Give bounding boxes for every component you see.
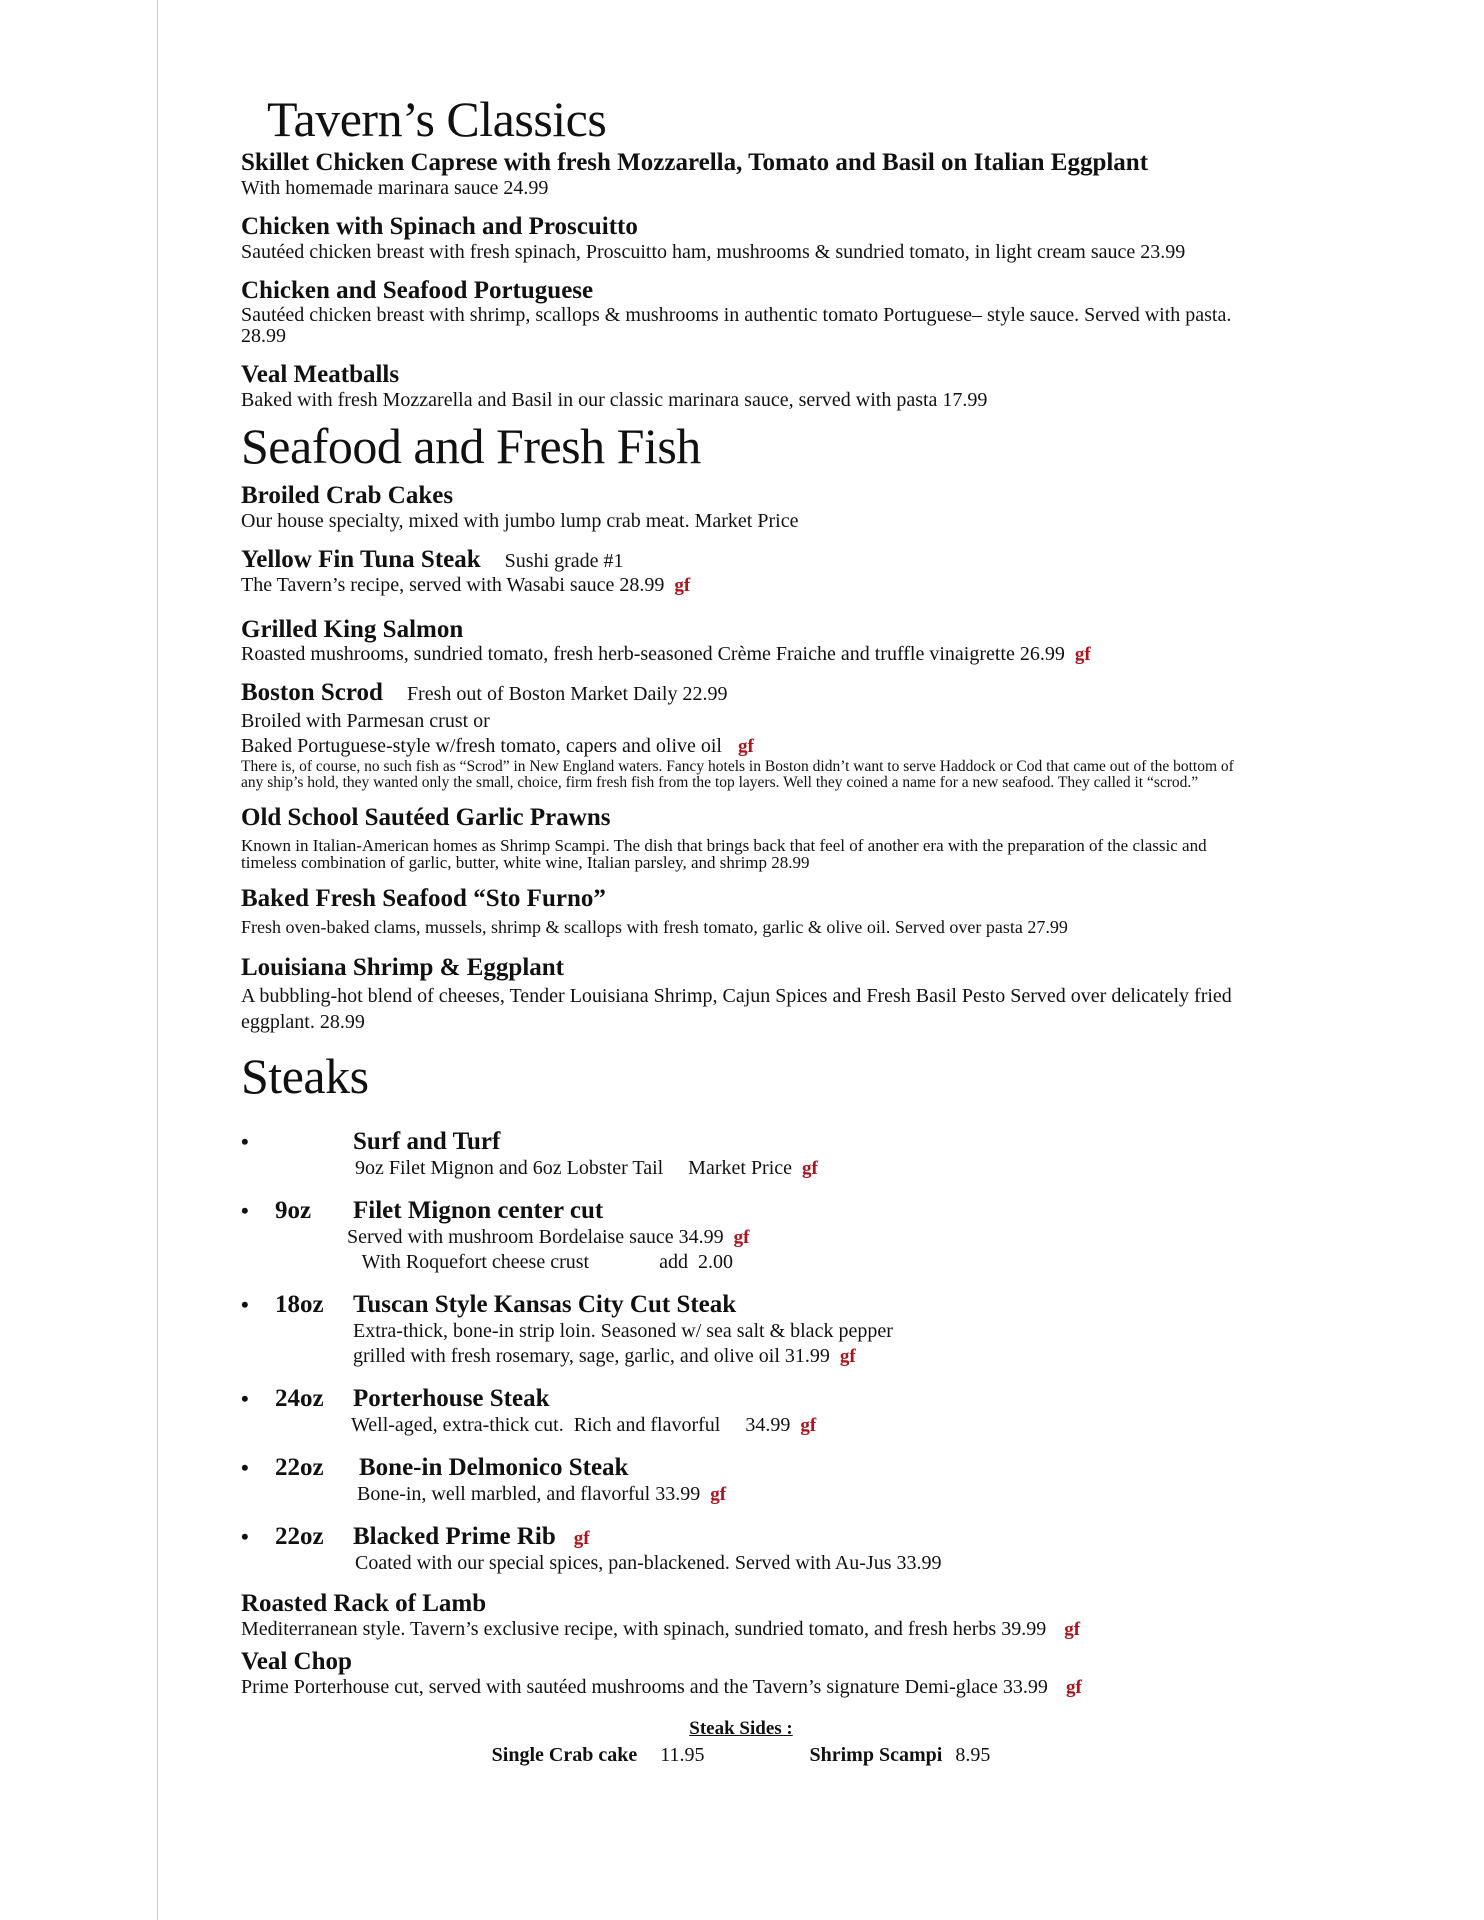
steak-size: 22oz (275, 1454, 324, 1482)
gluten-free-badge: gf (1064, 1618, 1081, 1640)
steak-name: Filet Mignon center cut (353, 1197, 604, 1225)
item-note: Fresh out of Boston Market Daily 22.99 (406, 683, 728, 706)
item-name: Yellow Fin Tuna Steak (241, 545, 481, 573)
steak-desc: Served with mushroom Bordelaise sauce 34.99 (347, 1226, 724, 1249)
steak-item (241, 1197, 1241, 1275)
gluten-free-badge: gf (674, 574, 691, 596)
item-name: Baked Fresh Seafood “Sto Furno” (241, 884, 606, 912)
item-desc: Prime Porterhouse cut, served with sautéed mushrooms and the Tavern’s signature Demi-glace 33.99 (241, 1675, 1048, 1698)
item-name: Veal Meatballs (241, 361, 400, 389)
menu-item (241, 616, 1241, 666)
steak-sides (241, 1718, 1241, 1767)
steak-name: Bone-in Delmonico Steak (359, 1454, 629, 1482)
menu-item (241, 804, 1241, 871)
menu-page (241, 92, 1241, 1767)
bullet: • (241, 1524, 249, 1550)
gluten-free-badge: gf (1074, 644, 1091, 666)
section-title-classics: Tavern’s Classics (267, 91, 607, 147)
steak-size: 22oz (275, 1523, 324, 1551)
item-desc: The Tavern’s recipe, served with Wasabi sauce 28.99 (241, 573, 665, 596)
menu-item (241, 1648, 1241, 1698)
menu-item (241, 361, 1241, 411)
steak-size: 18oz (275, 1291, 324, 1319)
menu-item (241, 954, 1241, 1035)
gluten-free-badge: gf (1065, 1676, 1082, 1698)
steak-item (241, 1385, 1241, 1438)
item-name: Chicken with Spinach and Proscuitto (241, 212, 638, 240)
sides-row (241, 1744, 1241, 1767)
menu-item (241, 277, 1241, 348)
steak-name: Blacked Prime Rib (353, 1523, 556, 1551)
item-desc: Sautéed chicken breast with shrimp, scallops & mushrooms in authentic tomato Portuguese– style sauce. Served with pasta. 28.99 (241, 304, 1232, 348)
bullet: • (241, 1198, 249, 1224)
item-name: Broiled Crab Cakes (241, 482, 454, 509)
item-desc: Roasted mushrooms, sundried tomato, fresh herb-seasoned Crème Fraiche and truffle vinaigrette 26.99 (241, 643, 1065, 666)
section-title-steaks: Steaks (241, 1048, 369, 1105)
section-title-seafood: Seafood and Fresh Fish (241, 418, 701, 474)
side-name: Shrimp Scampi (809, 1743, 943, 1766)
item-desc: Our house specialty, mixed with jumbo lump crab meat. Market Price (241, 509, 799, 532)
page-margin-line (157, 0, 158, 1920)
steak-size: 9oz (275, 1197, 312, 1225)
gluten-free-badge: gf (573, 1528, 590, 1550)
steak-item (241, 1523, 1241, 1576)
menu-item (241, 482, 1241, 532)
item-name: Louisiana Shrimp & Eggplant (241, 954, 565, 982)
steak-desc-2: With Roquefort cheese crust add 2.00 (347, 1251, 733, 1274)
bullet: • (241, 1129, 249, 1155)
menu-item (241, 213, 1241, 263)
steak-item (241, 1128, 1241, 1181)
item-desc-2: Baked Portuguese-style w/fresh tomato, capers and olive oil (241, 735, 722, 757)
gluten-free-badge: gf (738, 736, 754, 757)
steak-item (241, 1454, 1241, 1507)
item-desc: Fresh oven-baked clams, mussels, shrimp & scallops with fresh tomato, garlic & olive oil. Served over pasta 27.99 (241, 916, 1068, 937)
steak-desc: Extra-thick, bone-in strip loin. Seasoned w/ sea salt & black pepper (353, 1320, 893, 1343)
side-price: 8.95 (955, 1743, 991, 1766)
gluten-free-badge: gf (710, 1484, 727, 1506)
item-fine-print: There is, of course, no such fish as “Scrod” in New England waters. Fancy hotels in Boston didn’t want to serve Haddock or Cod that came out of the bottom of any ship’s hold, they wanted only the small, choice, firm fresh fish from the top layers. Well they coined a name for a new seafood. They called it “scrod.” (241, 758, 1234, 791)
item-name: Grilled King Salmon (241, 615, 464, 643)
item-desc: A bubbling-hot blend of cheeses, Tender Louisiana Shrimp, Cajun Spices and Fresh Basil Pesto Served over delicately fried eggplant. 28.99 (241, 985, 1232, 1034)
steak-desc: 9oz Filet Mignon and 6oz Lobster Tail Market Price (355, 1157, 793, 1180)
item-desc: Broiled with Parmesan crust or (241, 710, 490, 732)
menu-item (241, 679, 1241, 790)
gluten-free-badge: gf (733, 1227, 750, 1249)
steak-name: Tuscan Style Kansas City Cut Steak (353, 1291, 737, 1319)
item-desc: Known in Italian-American homes as Shrimp Scampi. The dish that brings back that feel of another era with the preparation of the classic and timeless combination of garlic, butter, white wine, Italian parsley, and shrimp 28.99 (241, 835, 1207, 872)
item-desc: With homemade marinara sauce 24.99 (241, 176, 549, 199)
item-name: Veal Chop (241, 1647, 352, 1675)
item-name: Old School Sautéed Garlic Prawns (241, 804, 611, 831)
steak-name: Porterhouse Steak (353, 1385, 550, 1413)
item-desc: Mediterranean style. Tavern’s exclusive recipe, with spinach, sundried tomato, and fresh herbs 39.99 (241, 1617, 1047, 1640)
item-name: Roasted Rack of Lamb (241, 1590, 487, 1618)
gluten-free-badge: gf (839, 1346, 856, 1368)
item-name: Chicken and Seafood Portuguese (241, 276, 594, 304)
item-desc: Sautéed chicken breast with fresh spinach, Proscuitto ham, mushrooms & sundried tomato, in light cream sauce 23.99 (241, 240, 1186, 263)
gluten-free-badge: gf (802, 1158, 818, 1180)
steak-desc: Bone-in, well marbled, and flavorful 33.99 (357, 1483, 701, 1506)
steak-desc-2: grilled with fresh rosemary, sage, garlic, and olive oil 31.99 (353, 1345, 830, 1368)
bullet: • (241, 1292, 249, 1318)
steak-item (241, 1291, 1241, 1369)
item-name: Boston Scrod (241, 679, 383, 707)
item-note: Sushi grade #1 (504, 549, 624, 572)
side-price: 11.95 (660, 1743, 705, 1766)
gluten-free-badge: gf (800, 1415, 817, 1437)
menu-item (241, 546, 1241, 596)
steak-name: Surf and Turf (353, 1128, 501, 1156)
steak-size: 24oz (275, 1385, 324, 1413)
bullet: • (241, 1386, 249, 1412)
side-name: Single Crab cake (491, 1743, 638, 1766)
item-desc: Baked with fresh Mozzarella and Basil in our classic marinara sauce, served with pasta 17.99 (241, 389, 988, 411)
steak-desc: Well-aged, extra-thick cut. Rich and flavorful 34.99 (351, 1414, 791, 1437)
bullet: • (241, 1455, 249, 1481)
menu-item (241, 149, 1241, 199)
sides-title: Steak Sides : (689, 1717, 793, 1739)
menu-item (241, 885, 1241, 937)
steak-desc: Coated with our special spices, pan-blackened. Served with Au-Jus 33.99 (355, 1552, 942, 1575)
item-name: Skillet Chicken Caprese with fresh Mozzarella, Tomato and Basil on Italian Eggplant (241, 149, 1149, 176)
menu-item (241, 1590, 1241, 1640)
